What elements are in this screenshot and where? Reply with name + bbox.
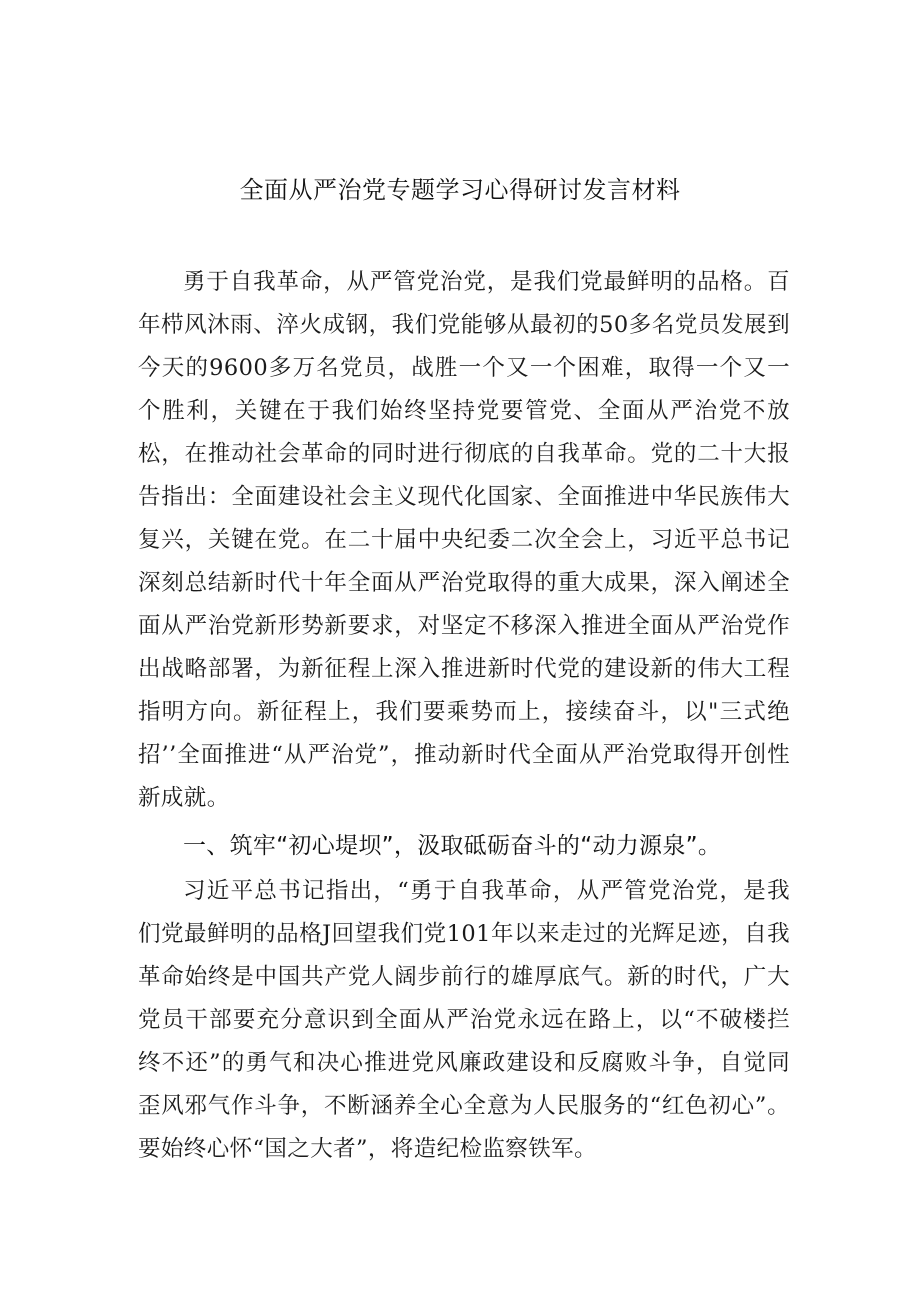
section-heading-1: 一、筑牢“初心堤坝”，汲取砥砺奋斗的“动力源泉”。 — [183, 833, 722, 859]
section-1-paragraph: 习近平总书记指出，“勇于自我革命，从严管党治党，是我们党最鲜明的品格J回望我们党101年以来走过的光辉足迹，自我革命始终是中国共产党人阔步前行的雄厚底气。新的时代，广大党员干部要充分意识到全面从严治党永远在路上，以“不破楼拦终不还”的勇气和决心推进党风廉政建设和反腐败斗争，自觉同歪风邪气作斗争，不断涵养全心全意为人民服务的“红色初心”。要始终心怀“国之大者”，将造纪检监察铁军。 — [138, 878, 790, 1162]
document-title: 全面从严治党专题学习心得研讨发言材料 — [239, 176, 681, 204]
intro-paragraph: 勇于自我革命，从严管党治党，是我们党最鲜明的品格。百年栉风沐雨、淬火成钢，我们党能够从最初的50多名党员发展到今天的9600多万名党员，战胜一个又一个困难，取得一个又一个胜利，关键在于我们始终坚持党要管党、全面从严治党不放松，在推动社会革命的同时进行彻底的自我革命。党的二十大报告指出：全面建设社会主义现代化国家、全面推进中华民族伟大复兴，关键在党。在二十届中央纪委二次全会上，习近平总书记深刻总结新时代十年全面从严治党取得的重大成果，深入阐述全面从严治党新形势新要求，对坚定不移深入推进全面从严治党作出战略部署，为新征程上深入推进新时代党的建设新的伟大工程指明方向。新征程上，我们要乘势而上，接续奋斗，以"三式绝招’’全面推进“从严治党”，推动新时代全面从严治党取得开创性新成就。 — [138, 269, 790, 811]
